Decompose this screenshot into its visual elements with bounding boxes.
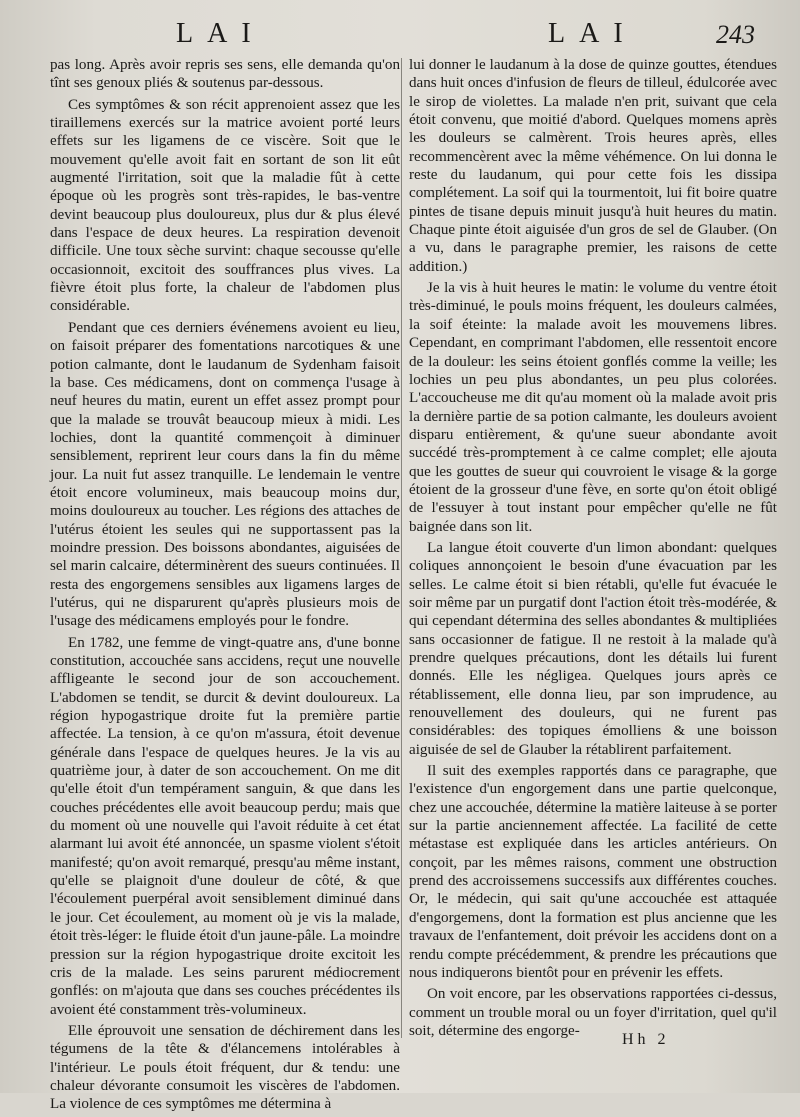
header-right-word: LAI	[548, 18, 637, 49]
column-rule	[401, 58, 402, 1038]
paragraph: Elle éprouvoit une sensation de déchirement dans les tégumens de la tête & d'élancemens intolérables à l'intérieur. Le pouls étoit fréquent, dur & tendu: une chaleur dévorante consumoit les viscères de l'abdomen. La violence de ces symptômes me détermina à	[50, 1022, 400, 1113]
paragraph: lui donner le laudanum à la dose de quinze gouttes, étendues dans huit onces d'infusion de fleurs de tilleul, édulcorée avec le sirop de violettes. La malade n'en prit, suivant que cela étoit convenu, que moitié d'abord. Quelques momens après les douleurs se calmèrent. Trois heures après, elles recommencèrent avec la même véhémence. On lui donna le reste du laudanum, qui pour cette fois les dissipa complétement. La soif qui la tourmentoit, lui fit boire quatre pintes de tisane depuis minuit jusqu'à huit heures du matin. Chaque pinte étoit aiguisée d'un gros de sel de Glauber. (On a vu, dans le paragraphe premier, les raisons de cette addition.)	[409, 57, 777, 275]
paragraph: Je la vis à huit heures le matin: le volume du ventre étoit très-diminué, le pouls moins fréquent, les douleurs calmées, la soif éteinte: la malade avoit les mouvemens libres. Cependant, en comprimant l'abdomen, elle ressentoit encore de la douleur: les seins étoient gonflés comme la veille; les lochies un peu plus abondantes, un peu plus colorées. L'accoucheuse me dit qu'au moment où la malade avoit pris la dernière partie de sa potion calmante, les douleurs avoient disparu entièrement, & qu'une sueur abondante avoit succédé très-promptement à ce calme complet; elle ajouta que les gouttes de sueur qui couvroient le visage & la gorge étoient de la grosseur d'une fève, en sorte qu'on étoit obligé de l'essuyer à tout instant pour empêcher qu'elle ne fût baignée dans son lit.	[409, 280, 777, 535]
left-text-column	[50, 56, 400, 1117]
paragraph: Il suit des exemples rapportés dans ce paragraphe, que l'existence d'un engorgement dans une partie quelconque, chez une accouchée, détermine la matière laiteuse à se porter sur la partie anciennement affectée. La facilité de cette métastase est expliquée dans les articles antérieurs. On conçoit, par les mêmes raisons, comment une obstruction prend des accroissemens successifs aux différentes couches. Or, le médecin, qui sait qu'une accouchée est attaquée d'engorgemens, dont la formation est plus ancienne que les travaux de l'enfantement, doit prévoir les accidens dont on a rendu compte précédemment, & prendre les précautions que nous indiquerons bientôt pour en prévenir les effets.	[409, 763, 777, 981]
running-header	[0, 18, 800, 52]
page-number: 243	[716, 20, 755, 49]
paragraph: Pendant que ces derniers événemens avoient eu lieu, on faisoit préparer des fomentations narcotiques & une potion calmante, dont le laudanum de Sydenham faisoit la base. Ces médicamens, dont on commença l'usage à neuf heures du matin, eurent un effet assez prompt pour que la malade se trouvât beaucoup mieux à midi. Les lochies, dont la quantité commençoit à diminuer sensiblement, reprirent leur cours dans la fin du même jour. La nuit fut assez tranquille. Le lendemain le ventre étoit encore volumineux, mais beaucoup moins dur, moins douloureux au toucher. Les régions des attaches de l'utérus étoient les seules qui ne supportassent pas la moindre pression. Des boissons abondantes, aiguisées de sel marin calcaire, déterminèrent des sueurs continuées. Il resta des engorgemens sensibles aux ligamens larges de l'utérus, qui ne disparurent qu'après plusieurs mois de l'usage des médicamens employés pour le fondre.	[50, 319, 400, 630]
paragraph: En 1782, une femme de vingt-quatre ans, d'une bonne constitution, accouchée sans accidens, reçut une nouvelle affligeante le second jour de son accouchement. L'abdomen se tendit, se durcit & devint douloureux. La région hypogastrique droite fut la première partie affectée. La tension, à ce qu'on m'assura, étoit devenue générale dans l'espace de quelques heures. Je la vis au quatrième jour, à dater de son accouchement. On me dit qu'elle étoit d'un tempérament sanguin, & que dans les couches précédentes elle avoit beaucoup perdu; mais que du moment où une nouvelle qui l'avoit réduite à cet état alarmant lui avoit été annoncée, un spasme violent s'étoit manifesté; qu'on avoit remarqué, presqu'au même instant, qu'elle se plaignoit d'une douleur de côté, & que l'écoulement puerpéral avoit sensiblement diminué dans le jour. Cet écoulement, au moment où je vis la malade, étoit très-léger: le fluide étoit d'un jaune-pâle. La moindre pression sur la région hypogastrique droite excitoit les cris de la malade. Les seins parurent médiocrement gonflés: on m'ajouta que dans ses couches précédentes ils avoient été constamment très-volumineux.	[50, 634, 400, 1018]
paragraph: On voit encore, par les observations rapportées ci-dessus, comment un trouble moral ou un foyer d'irritation, quel qu'il soit, détermine des engorge-	[409, 986, 777, 1039]
header-left-word: LAI	[176, 18, 265, 49]
paragraph: La langue étoit couverte d'un limon abondant: quelques coliques annonçoient le besoin d'une évacuation par les selles. Le calme étoit si bien rétabli, qu'elle fut évacuée le soir même par un purgatif dont l'action étoit très-modérée, & qui cependant détermina des selles abondantes & multipliées sans occasionner de fatigue. Il ne restoit à la malade qu'à prendre quelques précautions, dont les détails lui furent donnés. Elle les négligea. Quelques jours après ce rétablissement, elle donna lieu, par son imprudence, au renouvellement des douleurs, qui ne furent pas considérables: des topiques émolliens & une boisson aiguisée de sel de Glauber la rétablirent parfaitement.	[409, 539, 777, 758]
paragraph: pas long. Après avoir repris ses sens, elle demanda qu'on tînt ses genoux pliés & soutenus par-dessous.	[50, 57, 400, 92]
paragraph: Ces symptômes & son récit apprenoient assez que les tiraillemens exercés sur la matrice avoient porté leurs effets sur les ligamens de ce viscère. Soit que le mouvement qu'elle avoit fait en sortant de son lit eût augmenté l'irritation, soit que la maladie fût à cette époque où les progrès sont très-rapides, le bas-ventre devint beaucoup plus douloureux, plus dur & plus élevé dans l'espace de deux heures. La respiration devenoit difficile. Une toux sèche survint: chaque secousse qu'elle occasionnoit, excitoit des souffrances plus vives. La fièvre étoit plus forte, la chaleur de l'abdomen plus considérable.	[50, 96, 400, 315]
right-text-column	[409, 56, 777, 1043]
signature-mark: Hh 2	[622, 1031, 670, 1048]
